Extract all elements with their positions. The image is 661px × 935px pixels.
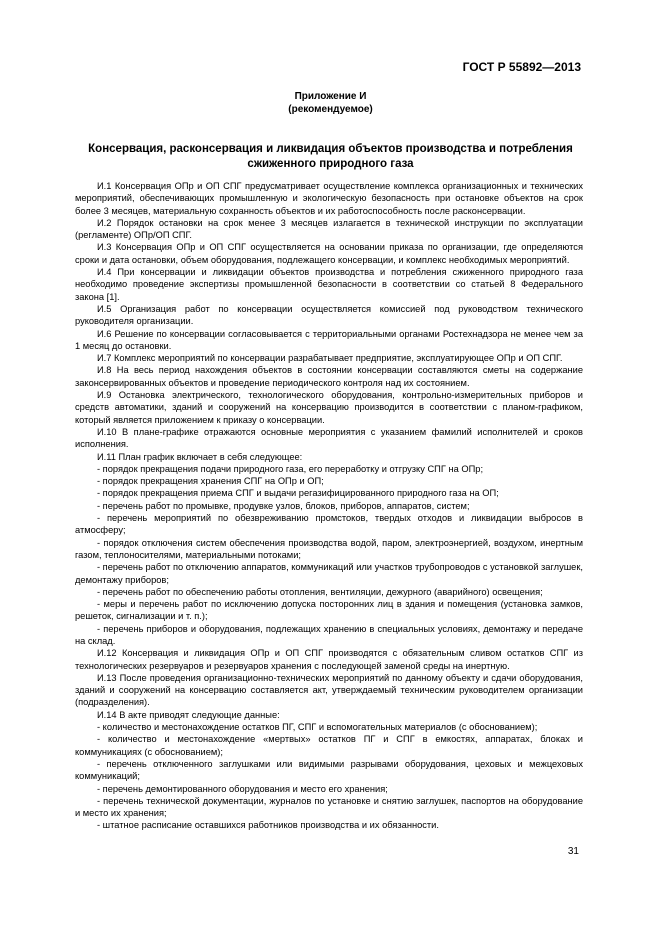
paragraph: И.4 При консервации и ликвидации объектов производства и потребления сжиженного природного газа необходимо проведение экспертизы промышленной безопасности в соответствии со статьей 8 Федерального закона [1].	[75, 267, 583, 302]
list-item: - перечень демонтированного оборудования и место его хранения;	[97, 783, 388, 794]
annex-name: Приложение И	[294, 91, 367, 102]
list-item: - перечень отключенного заглушками или видимыми разрывами оборудования, цеховых и межцеховых коммуникаций;	[75, 758, 583, 782]
list-item: - порядок прекращения хранения СПГ на ОПр и ОП;	[97, 476, 324, 487]
list-item: - порядок прекращения приема СПГ и выдачи регазифицированного природного газа на ОП;	[97, 488, 499, 499]
page-number: 31	[567, 846, 579, 857]
paragraph: И.12 Консервация и ликвидация ОПр и ОП СПГ производятся с обязательным сливом остатков СПГ из технологических резервуаров и резервуаров хранения с последующей заменой среды на инертную.	[75, 648, 583, 671]
list-item: - перечень приборов и оборудования, подлежащих хранению в специальных условиях, демонтажу и передаче на склад.	[75, 623, 583, 646]
paragraph: И.6 Решение по консервации согласовывается с территориальными органами Ростехнадзора не менее чем за 1 месяц до остановки.	[75, 328, 583, 351]
list-item: - перечень работ по обеспечению работы отопления, вентиляции, дежурного (аварийного) освещения;	[97, 586, 543, 597]
paragraph: И.10 В плане-графике отражаются основные мероприятия с указанием фамилий исполнителей и сроков исполнения.	[75, 426, 583, 450]
annex-heading	[0, 90, 661, 116]
paragraph: И.13 После проведения организационно-технических мероприятий по данному объекту и сдачи оборудования, зданий и сооружений на консервацию составляется акт, утверждаемый техническим руководителем организации (подразделения).	[75, 672, 583, 708]
list-item: - количество и местонахождение остатков ПГ, СПГ и вспомогательных материалов (с обоснованием);	[97, 722, 538, 733]
list-item: - порядок прекращения подачи природного газа, его переработку и отгрузку СПГ на ОПр;	[97, 463, 484, 474]
document-code: ГОСТ Р 55892—2013	[462, 60, 581, 74]
list-item: - штатное расписание оставшихся работников производства и их обязанности.	[97, 820, 439, 831]
paragraph: И.9 Остановка электрического, технологического оборудования, контрольно-измерительных приборов и средств автоматики, зданий и сооружений на консервацию производится в соответствии с планом-графиком, который является приложением к приказу о консервации.	[75, 390, 583, 425]
list-item: - перечень мероприятий по обезвреживанию промстоков, твердых отходов и ликвидации выбросов в атмосферу;	[75, 513, 583, 536]
list-item: - перечень работ по отключению аппаратов, коммуникаций или участков трубопроводов с установкой заглушек, демонтажу приборов;	[75, 562, 583, 585]
list-item: - перечень технической документации, журналов по установке и снятию заглушек, паспортов на оборудование и место их хранения;	[75, 795, 583, 819]
list-item: - меры и перечень работ по исключению допуска посторонних лиц в здания и помещения (установка замков, решеток, сигнализации и т. п.);	[75, 599, 583, 622]
paragraph: И.2 Порядок остановки на срок менее 3 месяцев излагается в технической инструкции по эксплуатации (регламенте) ОПр/ОП СПГ.	[75, 217, 583, 241]
list-item: - перечень работ по промывке, продувке узлов, блоков, приборов, аппаратов, систем;	[97, 500, 470, 511]
paragraph: И.5 Организация работ по консервации осуществляется комиссией под руководством технического руководителя организации.	[75, 303, 583, 327]
paragraph: И.7 Комплекс мероприятий по консервации разрабатывает предприятие, эксплуатирующее ОПр и ОП СПГ.	[97, 353, 563, 364]
body-text	[75, 180, 583, 832]
list-item: - порядок отключения систем обеспечения производства водой, паром, электроэнергией, воздухом, инертным газом, теплоносителями, материальными потоками;	[75, 537, 583, 560]
paragraph: И.1 Консервация ОПр и ОП СПГ предусматривает осуществление комплекса организационных и технических мероприятий, обеспечивающих промышленную и экологическую безопасность при остановке объектов на срок более 3 месяцев, материальную сохранность объектов и их работоспособность после расконсервации.	[75, 181, 583, 216]
section-title	[80, 142, 581, 172]
paragraph: И.8 На весь период нахождения объектов в состоянии консервации составляются сметы на содержание законсервированных объектов и проведение периодического контроля над их состоянием.	[75, 365, 583, 388]
list-item: - количество и местонахождение «мертвых» остатков ПГ и СПГ в емкостях, аппаратах, блоках и коммуникациях (с обоснованием);	[75, 734, 583, 757]
paragraph: И.11 План график включает в себя следующее:	[97, 451, 303, 462]
section-title-line-1: Консервация, расконсервация и ликвидация объектов производства и потребления	[88, 143, 573, 155]
paragraph: И.14 В акте приводят следующие данные:	[97, 709, 280, 720]
section-title-line-2: сжиженного природного газа	[247, 158, 414, 170]
paragraph: И.3 Консервация ОПр и ОП СПГ осуществляется на основании приказа по организации, где определяются сроки и дата остановки, объем оборудования, подлежащего консервации, и комплекс необходимых мероприятий.	[75, 242, 583, 265]
annex-type: (рекомендуемое)	[288, 104, 373, 115]
